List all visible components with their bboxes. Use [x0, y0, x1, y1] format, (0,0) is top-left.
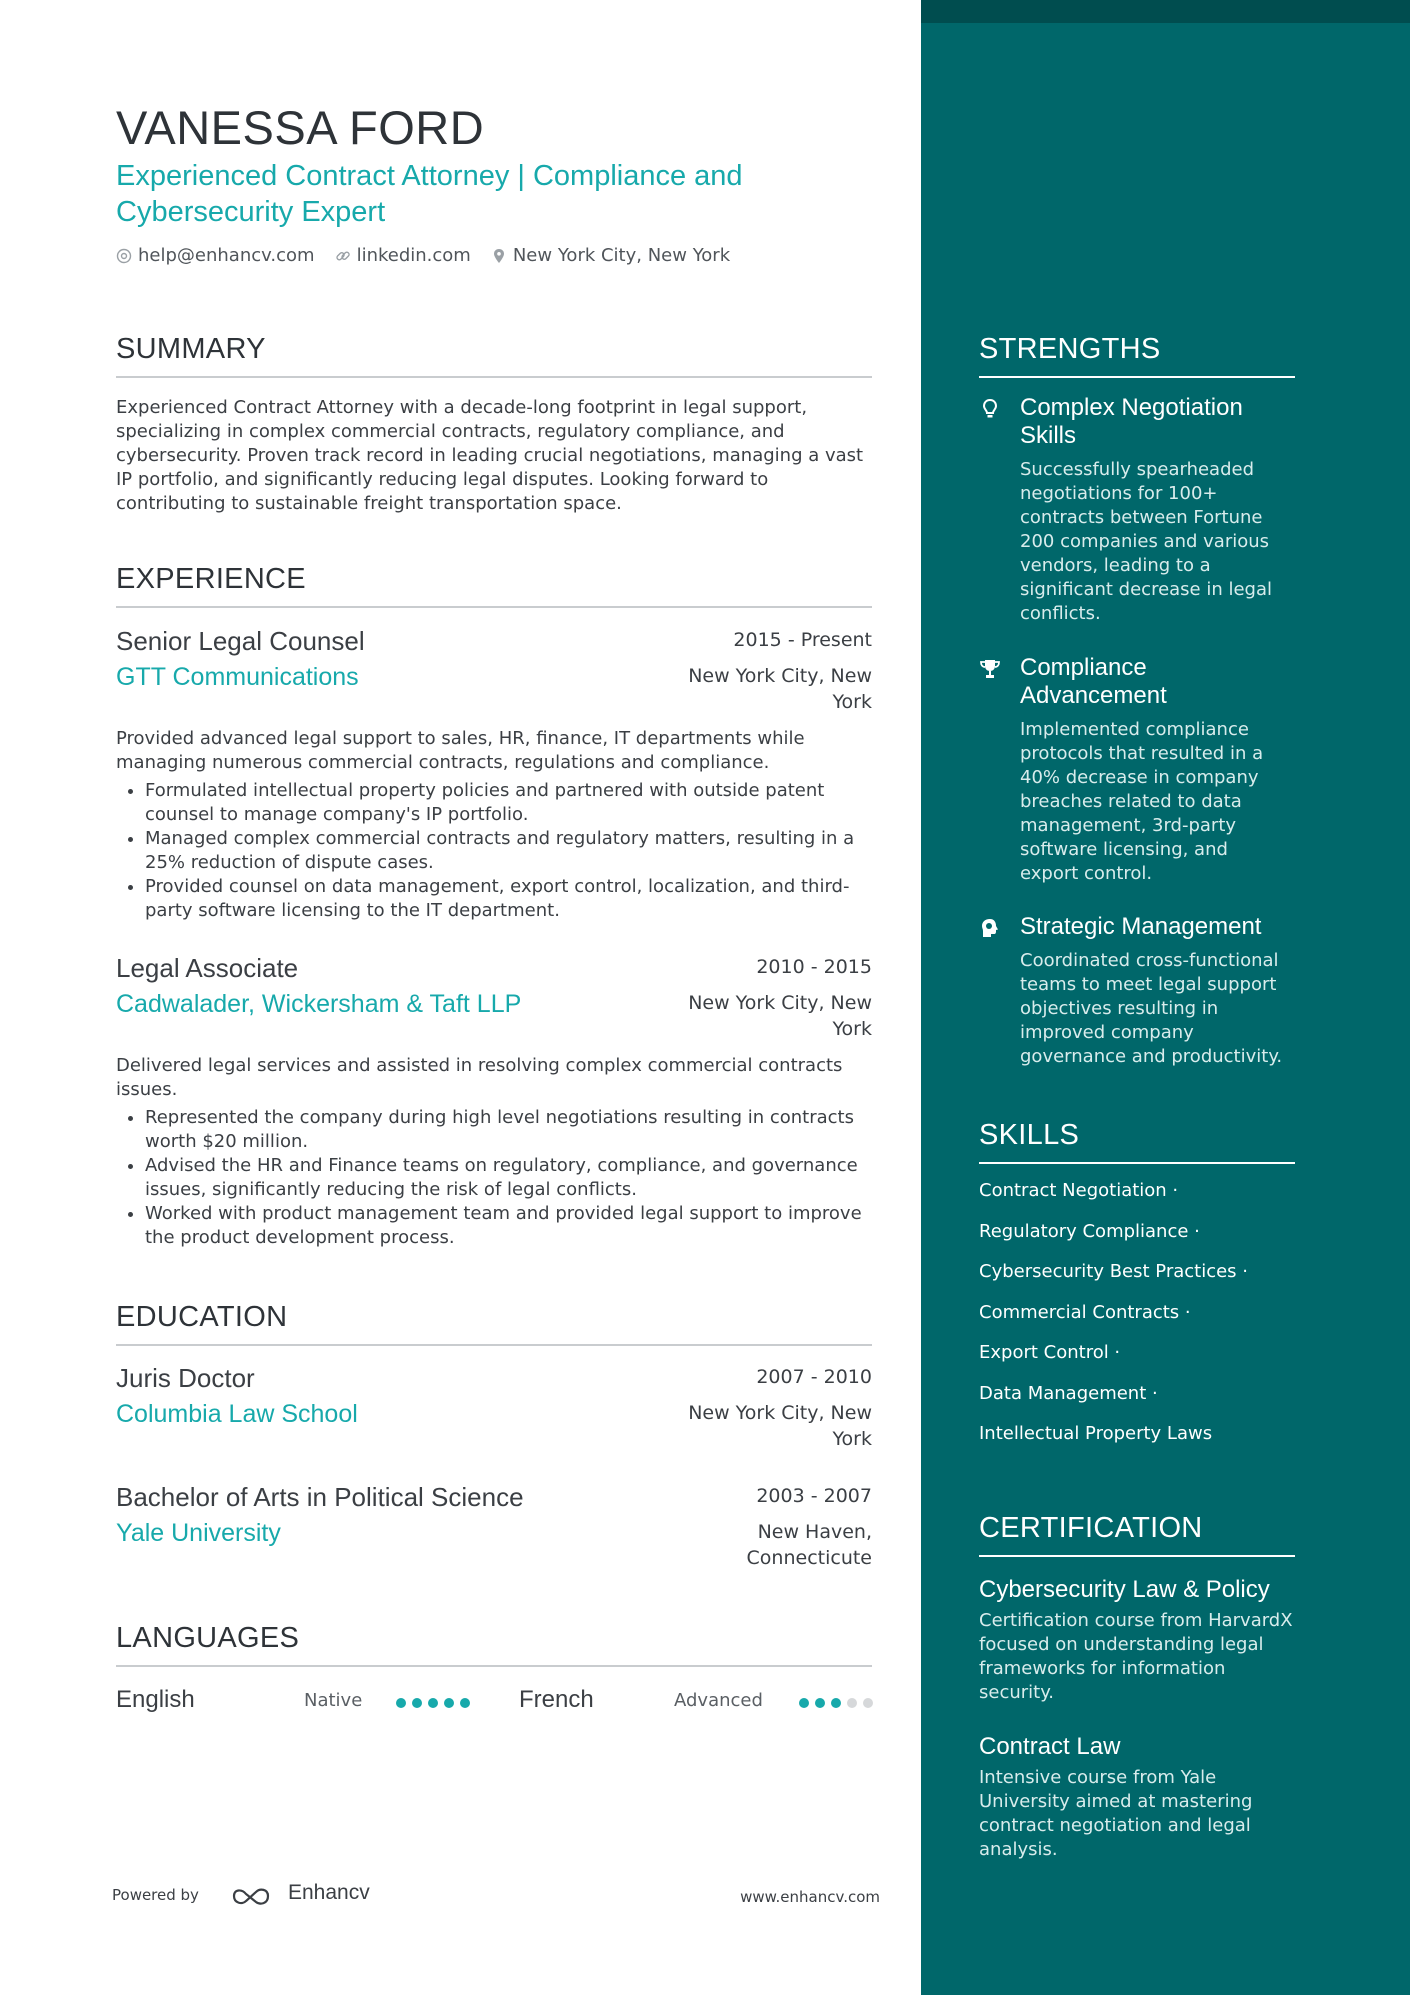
education-date: 2003 - 2007 [756, 1485, 872, 1507]
strength-title: Complex Negotiation Skills [1020, 394, 1243, 449]
languages-heading: LANGUAGES [116, 1622, 872, 1667]
education-heading: EDUCATION [116, 1301, 872, 1346]
strength-description: Coordinated cross-functional teams to meet legal support objectives resulting in improved company governance and productivity. [1020, 950, 1283, 1067]
strength-item [979, 913, 1289, 1069]
summary-heading: SUMMARY [116, 333, 872, 378]
job-date: 2015 - Present [733, 629, 872, 651]
footer-url[interactable]: www.enhancv.com [740, 1888, 880, 1906]
experience-item [116, 626, 872, 923]
education-date: 2007 - 2010 [756, 1366, 872, 1388]
certification-description: Certification course from HarvardX focused on understanding legal frameworks for information security. [979, 1610, 1293, 1703]
skill-item: Cybersecurity Best Practices · [979, 1261, 1249, 1282]
rating-dot-filled [444, 1698, 454, 1708]
contact-link[interactable] [335, 245, 471, 266]
language-level: Advanced [674, 1690, 763, 1711]
education-item [116, 1363, 872, 1452]
job-bullet: • Worked with product management team and provided legal support to improve the product development process. [145, 1202, 872, 1250]
rating-dot-filled [815, 1698, 825, 1708]
skill-item: Intellectual Property Laws [979, 1423, 1213, 1444]
strength-description: Implemented compliance protocols that resulted in a 40% decrease in company breaches related to data management, 3rd-party software licensing, and export control. [1020, 719, 1264, 884]
strength-title: Strategic Management [1020, 913, 1262, 940]
degree: Bachelor of Arts in Political Science [116, 1482, 524, 1512]
language-name: French [519, 1686, 594, 1713]
job-bullet: • Represented the company during high level negotiations resulting in contracts worth $20 million. [145, 1106, 872, 1154]
strengths-heading: STRENGTHS [979, 333, 1295, 378]
school-location: New York City, New York [688, 1402, 872, 1450]
job-company: GTT Communications [116, 663, 359, 691]
contact-location [491, 245, 730, 266]
language-level: Native [304, 1690, 363, 1711]
school-name: Columbia Law School [116, 1400, 358, 1428]
job-date: 2010 - 2015 [756, 956, 872, 978]
job-location: New York City, New York [688, 992, 872, 1040]
summary-text: Experienced Contract Attorney with a decade-long footprint in legal support, specializing in complex commercial contracts, regulatory compliance, and cybersecurity. Proven track record in leading crucial negotiations, managing a vast IP portfolio, and significantly reducing legal disputes. Looking forward to contributing to sustainable freight transportation space. [116, 397, 864, 514]
brain-icon [979, 917, 1001, 939]
skill-item: Commercial Contracts · [979, 1301, 1191, 1323]
brand-name: Enhancv [288, 1881, 370, 1904]
certification-title: Contract Law [979, 1733, 1121, 1760]
certification-item [979, 1575, 1295, 1705]
contact-email[interactable] [116, 245, 315, 266]
education-item [116, 1482, 872, 1571]
language-rating [799, 1698, 879, 1708]
email-text: help@enhancv.com [138, 245, 315, 266]
at-icon [116, 248, 132, 264]
rating-dot-filled [799, 1698, 809, 1708]
rating-dot-empty [847, 1698, 857, 1708]
link-icon [335, 248, 351, 264]
skill-item: Data Management · [979, 1382, 1158, 1404]
lightbulb-icon [979, 398, 1001, 420]
job-bullet: • Advised the HR and Finance teams on regulatory, compliance, and governance issues, significantly reducing the risk of legal conflicts. [145, 1154, 872, 1202]
trophy-icon [979, 658, 1001, 680]
strength-item [979, 654, 1289, 886]
certification-title: Cybersecurity Law & Policy [979, 1576, 1270, 1603]
strength-item [979, 394, 1289, 626]
candidate-title: Experienced Contract Attorney | Compliance and Cybersecurity Expert [116, 160, 743, 228]
strength-description: Successfully spearheaded negotiations for 100+ contracts between Fortune 200 companies and various vendors, leading to a significant decrease in legal conflicts. [1020, 459, 1273, 624]
candidate-name: VANESSA FORD [116, 101, 485, 154]
certification-description: Intensive course from Yale University aimed at mastering contract negotiation and legal analysis. [979, 1767, 1253, 1860]
certification-item [979, 1732, 1295, 1862]
rating-dot-filled [428, 1698, 438, 1708]
location-pin-icon [491, 248, 507, 264]
job-description: Delivered legal services and assisted in resolving complex commercial contracts issues. [116, 1055, 843, 1100]
skill-item: Contract Negotiation · [979, 1180, 1179, 1201]
rating-dot-filled [396, 1698, 406, 1708]
rating-dot-filled [412, 1698, 422, 1708]
skill-item: Export Control · [979, 1342, 1121, 1363]
languages-row [116, 1686, 872, 1716]
job-bullet: • Provided counsel on data management, export control, localization, and third-party software licensing to the IT department. [145, 875, 872, 923]
language-rating [396, 1698, 476, 1708]
degree: Juris Doctor [116, 1363, 255, 1393]
skills-heading: SKILLS [979, 1119, 1295, 1164]
job-bullets [116, 1106, 872, 1250]
enhancv-logo-icon [230, 1884, 278, 1908]
experience-heading: EXPERIENCE [116, 563, 872, 608]
job-bullets [116, 779, 872, 923]
powered-by-label: Powered by [112, 1886, 199, 1904]
contact-row [116, 245, 750, 266]
location-text: New York City, New York [512, 245, 731, 266]
rating-dot-filled [831, 1698, 841, 1708]
language-name: English [116, 1686, 195, 1713]
footer [112, 1880, 880, 1910]
skills-list [979, 1180, 1248, 1464]
rating-dot-empty [863, 1698, 873, 1708]
school-location: New Haven, Connecticute [746, 1521, 872, 1569]
job-description: Provided advanced legal support to sales, HR, finance, IT departments while managing numerous commercial contracts, regulations and compliance. [116, 728, 805, 773]
job-bullet: • Formulated intellectual property policies and partnered with outside patent counsel to manage company's IP portfolio. [145, 779, 872, 827]
strength-title: Compliance Advancement [1020, 654, 1167, 709]
sidebar-top-band [921, 0, 1410, 23]
link-text: linkedin.com [356, 245, 471, 266]
job-bullet: • Managed complex commercial contracts and regulatory matters, resulting in a 25% reduction of dispute cases. [145, 827, 872, 875]
job-role: Legal Associate [116, 953, 299, 983]
rating-dot-filled [460, 1698, 470, 1708]
experience-item [116, 953, 872, 1250]
job-company: Cadwalader, Wickersham & Taft LLP [116, 990, 522, 1018]
job-location: New York City, New York [688, 665, 872, 713]
certification-heading: CERTIFICATION [979, 1512, 1295, 1557]
job-role: Senior Legal Counsel [116, 626, 365, 656]
skill-item: Regulatory Compliance · [979, 1220, 1200, 1242]
school-name: Yale University [116, 1519, 281, 1547]
